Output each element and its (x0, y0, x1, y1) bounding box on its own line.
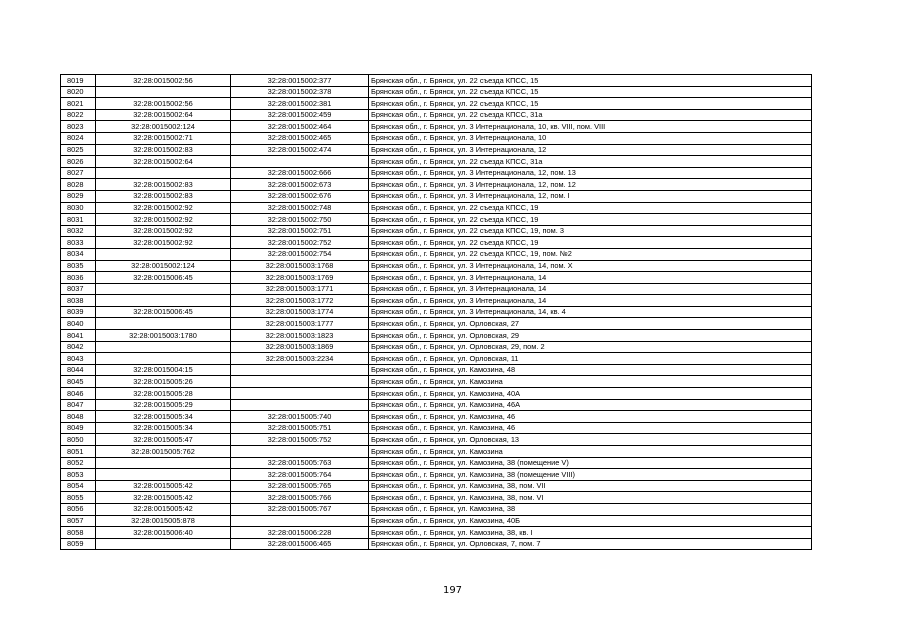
parent-cadastral-number-cell: 32:28:0015005:762 (96, 446, 231, 458)
table-row (61, 225, 812, 237)
row-number-cell: 8026 (61, 156, 96, 168)
address-cell: Брянская обл., г. Брянск, ул. Орловская, 11 (369, 353, 812, 365)
address-cell: Брянская обл., г. Брянск, ул. 22 съезда КПСС, 19 (369, 202, 812, 214)
parent-cadastral-number-cell: 32:28:0015005:42 (96, 503, 231, 515)
object-cadastral-number-cell: 32:28:0015003:1777 (231, 318, 369, 330)
table-row (61, 248, 812, 260)
table-row (61, 260, 812, 272)
parent-cadastral-number-cell: 32:28:0015005:42 (96, 480, 231, 492)
object-cadastral-number-cell: 32:28:0015003:1772 (231, 295, 369, 307)
parent-cadastral-number-cell (96, 167, 231, 179)
row-number-cell: 8028 (61, 179, 96, 191)
address-cell: Брянская обл., г. Брянск, ул. 22 съезда КПСС, 31а (369, 156, 812, 168)
parent-cadastral-number-cell: 32:28:0015002:92 (96, 214, 231, 226)
address-cell: Брянская обл., г. Брянск, ул. 22 съезда КПСС, 19, пом. 3 (369, 225, 812, 237)
table-row (61, 179, 812, 191)
parent-cadastral-number-cell (96, 469, 231, 481)
table-body (61, 75, 812, 550)
address-cell: Брянская обл., г. Брянск, ул. 3 Интернационала, 12 (369, 144, 812, 156)
table-row (61, 167, 812, 179)
object-cadastral-number-cell: 32:28:0015005:767 (231, 503, 369, 515)
address-cell: Брянская обл., г. Брянск, ул. 3 Интернационала, 14 (369, 295, 812, 307)
parent-cadastral-number-cell: 32:28:0015006:45 (96, 306, 231, 318)
row-number-cell: 8047 (61, 399, 96, 411)
table-row (61, 376, 812, 388)
object-cadastral-number-cell (231, 446, 369, 458)
row-number-cell: 8046 (61, 388, 96, 400)
table-row (61, 202, 812, 214)
address-cell: Брянская обл., г. Брянск, ул. Орловская, 27 (369, 318, 812, 330)
row-number-cell: 8044 (61, 364, 96, 376)
row-number-cell: 8032 (61, 225, 96, 237)
table-row (61, 341, 812, 353)
address-cell: Брянская обл., г. Брянск, ул. Камозина, 40Б (369, 515, 812, 527)
parent-cadastral-number-cell: 32:28:0015005:34 (96, 411, 231, 423)
address-cell: Брянская обл., г. Брянск, ул. 3 Интернационала, 10 (369, 132, 812, 144)
row-number-cell: 8030 (61, 202, 96, 214)
row-number-cell: 8051 (61, 446, 96, 458)
address-cell: Брянская обл., г. Брянск, ул. Камозина, 38, кв. I (369, 527, 812, 539)
parent-cadastral-number-cell: 32:28:0015002:124 (96, 121, 231, 133)
row-number-cell: 8041 (61, 330, 96, 342)
row-number-cell: 8056 (61, 503, 96, 515)
address-cell: Брянская обл., г. Брянск, ул. 3 Интернационала, 10, кв. VIII, пом. VIII (369, 121, 812, 133)
parent-cadastral-number-cell (96, 457, 231, 469)
cadastral-register-table (60, 74, 812, 550)
address-cell: Брянская обл., г. Брянск, ул. 3 Интернационала, 12, пом. I (369, 190, 812, 202)
parent-cadastral-number-cell: 32:28:0015002:56 (96, 98, 231, 110)
table-row (61, 86, 812, 98)
table-row (61, 330, 812, 342)
object-cadastral-number-cell: 32:28:0015005:751 (231, 422, 369, 434)
table-row (61, 75, 812, 87)
parent-cadastral-number-cell: 32:28:0015005:47 (96, 434, 231, 446)
row-number-cell: 8054 (61, 480, 96, 492)
row-number-cell: 8048 (61, 411, 96, 423)
object-cadastral-number-cell (231, 156, 369, 168)
address-cell: Брянская обл., г. Брянск, ул. Камозина, 40А (369, 388, 812, 400)
object-cadastral-number-cell (231, 376, 369, 388)
table-row (61, 144, 812, 156)
table-row (61, 132, 812, 144)
parent-cadastral-number-cell: 32:28:0015005:29 (96, 399, 231, 411)
parent-cadastral-number-cell: 32:28:0015005:878 (96, 515, 231, 527)
object-cadastral-number-cell: 32:28:0015002:676 (231, 190, 369, 202)
object-cadastral-number-cell: 32:28:0015005:764 (231, 469, 369, 481)
parent-cadastral-number-cell: 32:28:0015002:83 (96, 190, 231, 202)
table-row (61, 156, 812, 168)
parent-cadastral-number-cell: 32:28:0015002:92 (96, 202, 231, 214)
object-cadastral-number-cell: 32:28:0015006:465 (231, 538, 369, 550)
object-cadastral-number-cell: 32:28:0015002:673 (231, 179, 369, 191)
object-cadastral-number-cell: 32:28:0015002:748 (231, 202, 369, 214)
table-row (61, 503, 812, 515)
row-number-cell: 8050 (61, 434, 96, 446)
object-cadastral-number-cell: 32:28:0015002:459 (231, 109, 369, 121)
table-row (61, 492, 812, 504)
address-cell: Брянская обл., г. Брянск, ул. Орловская, 29 (369, 330, 812, 342)
address-cell: Брянская обл., г. Брянск, ул. 22 съезда КПСС, 15 (369, 75, 812, 87)
address-cell: Брянская обл., г. Брянск, ул. 22 съезда КПСС, 15 (369, 86, 812, 98)
row-number-cell: 8034 (61, 248, 96, 260)
table-row (61, 295, 812, 307)
parent-cadastral-number-cell (96, 353, 231, 365)
row-number-cell: 8053 (61, 469, 96, 481)
table-row (61, 399, 812, 411)
object-cadastral-number-cell: 32:28:0015005:763 (231, 457, 369, 469)
address-cell: Брянская обл., г. Брянск, ул. Камозина (369, 376, 812, 388)
table-row (61, 190, 812, 202)
table-row (61, 480, 812, 492)
row-number-cell: 8020 (61, 86, 96, 98)
object-cadastral-number-cell (231, 388, 369, 400)
parent-cadastral-number-cell (96, 86, 231, 98)
object-cadastral-number-cell: 32:28:0015005:765 (231, 480, 369, 492)
object-cadastral-number-cell: 32:28:0015002:751 (231, 225, 369, 237)
address-cell: Брянская обл., г. Брянск, ул. 3 Интернационала, 14, кв. 4 (369, 306, 812, 318)
row-number-cell: 8021 (61, 98, 96, 110)
table-row (61, 422, 812, 434)
table-row (61, 364, 812, 376)
parent-cadastral-number-cell: 32:28:0015002:83 (96, 179, 231, 191)
table-row (61, 237, 812, 249)
parent-cadastral-number-cell: 32:28:0015006:40 (96, 527, 231, 539)
row-number-cell: 8029 (61, 190, 96, 202)
parent-cadastral-number-cell (96, 283, 231, 295)
address-cell: Брянская обл., г. Брянск, ул. Камозина, 38, пом. VII (369, 480, 812, 492)
table-row (61, 272, 812, 284)
address-cell: Брянская обл., г. Брянск, ул. 3 Интернационала, 14, пом. X (369, 260, 812, 272)
parent-cadastral-number-cell: 32:28:0015005:34 (96, 422, 231, 434)
object-cadastral-number-cell: 32:28:0015003:1774 (231, 306, 369, 318)
table-row (61, 527, 812, 539)
address-cell: Брянская обл., г. Брянск, ул. Камозина, 48 (369, 364, 812, 376)
parent-cadastral-number-cell (96, 318, 231, 330)
object-cadastral-number-cell: 32:28:0015005:752 (231, 434, 369, 446)
object-cadastral-number-cell: 32:28:0015002:474 (231, 144, 369, 156)
table-row (61, 446, 812, 458)
address-cell: Брянская обл., г. Брянск, ул. Камозина, 38, пом. VI (369, 492, 812, 504)
row-number-cell: 8031 (61, 214, 96, 226)
row-number-cell: 8022 (61, 109, 96, 121)
object-cadastral-number-cell: 32:28:0015002:754 (231, 248, 369, 260)
object-cadastral-number-cell: 32:28:0015003:1768 (231, 260, 369, 272)
object-cadastral-number-cell: 32:28:0015002:381 (231, 98, 369, 110)
row-number-cell: 8043 (61, 353, 96, 365)
address-cell: Брянская обл., г. Брянск, ул. 3 Интернационала, 12, пом. 13 (369, 167, 812, 179)
object-cadastral-number-cell (231, 399, 369, 411)
row-number-cell: 8052 (61, 457, 96, 469)
address-cell: Брянская обл., г. Брянск, ул. Камозина, 46 (369, 422, 812, 434)
parent-cadastral-number-cell: 32:28:0015002:83 (96, 144, 231, 156)
object-cadastral-number-cell: 32:28:0015002:377 (231, 75, 369, 87)
table-row (61, 388, 812, 400)
parent-cadastral-number-cell: 32:28:0015002:64 (96, 109, 231, 121)
table-row (61, 515, 812, 527)
parent-cadastral-number-cell: 32:28:0015002:124 (96, 260, 231, 272)
address-cell: Брянская обл., г. Брянск, ул. 3 Интернационала, 14 (369, 272, 812, 284)
object-cadastral-number-cell: 32:28:0015002:752 (231, 237, 369, 249)
address-cell: Брянская обл., г. Брянск, ул. 22 съезда КПСС, 31а (369, 109, 812, 121)
object-cadastral-number-cell: 32:28:0015003:1771 (231, 283, 369, 295)
row-number-cell: 8025 (61, 144, 96, 156)
parent-cadastral-number-cell: 32:28:0015005:42 (96, 492, 231, 504)
object-cadastral-number-cell: 32:28:0015003:2234 (231, 353, 369, 365)
address-cell: Брянская обл., г. Брянск, ул. Орловская, 13 (369, 434, 812, 446)
table-row (61, 469, 812, 481)
page-number: 197 (442, 585, 463, 596)
row-number-cell: 8040 (61, 318, 96, 330)
row-number-cell: 8059 (61, 538, 96, 550)
table-row (61, 411, 812, 423)
parent-cadastral-number-cell (96, 538, 231, 550)
table-row (61, 434, 812, 446)
table-row (61, 214, 812, 226)
parent-cadastral-number-cell (96, 248, 231, 260)
row-number-cell: 8033 (61, 237, 96, 249)
address-cell: Брянская обл., г. Брянск, ул. 3 Интернационала, 14 (369, 283, 812, 295)
address-cell: Брянская обл., г. Брянск, ул. Камозина, 38 (помещение V) (369, 457, 812, 469)
address-cell: Брянская обл., г. Брянск, ул. 22 съезда КПСС, 19 (369, 237, 812, 249)
parent-cadastral-number-cell: 32:28:0015006:45 (96, 272, 231, 284)
row-number-cell: 8036 (61, 272, 96, 284)
object-cadastral-number-cell: 32:28:0015003:1823 (231, 330, 369, 342)
row-number-cell: 8023 (61, 121, 96, 133)
row-number-cell: 8042 (61, 341, 96, 353)
table-row (61, 318, 812, 330)
table-row (61, 121, 812, 133)
address-cell: Брянская обл., г. Брянск, ул. Орловская, 7, пом. 7 (369, 538, 812, 550)
object-cadastral-number-cell: 32:28:0015002:378 (231, 86, 369, 98)
row-number-cell: 8039 (61, 306, 96, 318)
address-cell: Брянская обл., г. Брянск, ул. Орловская, 29, пом. 2 (369, 341, 812, 353)
row-number-cell: 8027 (61, 167, 96, 179)
row-number-cell: 8024 (61, 132, 96, 144)
table-row (61, 457, 812, 469)
table-row (61, 283, 812, 295)
object-cadastral-number-cell: 32:28:0015005:740 (231, 411, 369, 423)
address-cell: Брянская обл., г. Брянск, ул. Камозина, 46 (369, 411, 812, 423)
parent-cadastral-number-cell: 32:28:0015002:64 (96, 156, 231, 168)
row-number-cell: 8055 (61, 492, 96, 504)
parent-cadastral-number-cell (96, 295, 231, 307)
parent-cadastral-number-cell: 32:28:0015005:26 (96, 376, 231, 388)
object-cadastral-number-cell: 32:28:0015003:1769 (231, 272, 369, 284)
object-cadastral-number-cell: 32:28:0015002:750 (231, 214, 369, 226)
row-number-cell: 8038 (61, 295, 96, 307)
parent-cadastral-number-cell: 32:28:0015004:15 (96, 364, 231, 376)
parent-cadastral-number-cell: 32:28:0015002:71 (96, 132, 231, 144)
object-cadastral-number-cell: 32:28:0015005:766 (231, 492, 369, 504)
address-cell: Брянская обл., г. Брянск, ул. Камозина, 38 (помещение VIII) (369, 469, 812, 481)
object-cadastral-number-cell (231, 364, 369, 376)
parent-cadastral-number-cell: 32:28:0015005:28 (96, 388, 231, 400)
parent-cadastral-number-cell: 32:28:0015003:1780 (96, 330, 231, 342)
table-row (61, 109, 812, 121)
object-cadastral-number-cell: 32:28:0015002:666 (231, 167, 369, 179)
object-cadastral-number-cell: 32:28:0015002:464 (231, 121, 369, 133)
table-row (61, 306, 812, 318)
object-cadastral-number-cell: 32:28:0015006:228 (231, 527, 369, 539)
row-number-cell: 8049 (61, 422, 96, 434)
address-cell: Брянская обл., г. Брянск, ул. 3 Интернационала, 12, пом. 12 (369, 179, 812, 191)
row-number-cell: 8058 (61, 527, 96, 539)
parent-cadastral-number-cell: 32:28:0015002:56 (96, 75, 231, 87)
address-cell: Брянская обл., г. Брянск, ул. Камозина (369, 446, 812, 458)
object-cadastral-number-cell (231, 515, 369, 527)
row-number-cell: 8019 (61, 75, 96, 87)
address-cell: Брянская обл., г. Брянск, ул. 22 съезда КПСС, 19, пом. №2 (369, 248, 812, 260)
address-cell: Брянская обл., г. Брянск, ул. 22 съезда КПСС, 19 (369, 214, 812, 226)
parent-cadastral-number-cell (96, 341, 231, 353)
object-cadastral-number-cell: 32:28:0015003:1869 (231, 341, 369, 353)
table-row (61, 98, 812, 110)
table-row (61, 353, 812, 365)
parent-cadastral-number-cell: 32:28:0015002:92 (96, 225, 231, 237)
parent-cadastral-number-cell: 32:28:0015002:92 (96, 237, 231, 249)
row-number-cell: 8035 (61, 260, 96, 272)
table-row (61, 538, 812, 550)
object-cadastral-number-cell: 32:28:0015002:465 (231, 132, 369, 144)
address-cell: Брянская обл., г. Брянск, ул. Камозина, 38 (369, 503, 812, 515)
address-cell: Брянская обл., г. Брянск, ул. 22 съезда КПСС, 15 (369, 98, 812, 110)
row-number-cell: 8057 (61, 515, 96, 527)
address-cell: Брянская обл., г. Брянск, ул. Камозина, 46А (369, 399, 812, 411)
row-number-cell: 8037 (61, 283, 96, 295)
row-number-cell: 8045 (61, 376, 96, 388)
